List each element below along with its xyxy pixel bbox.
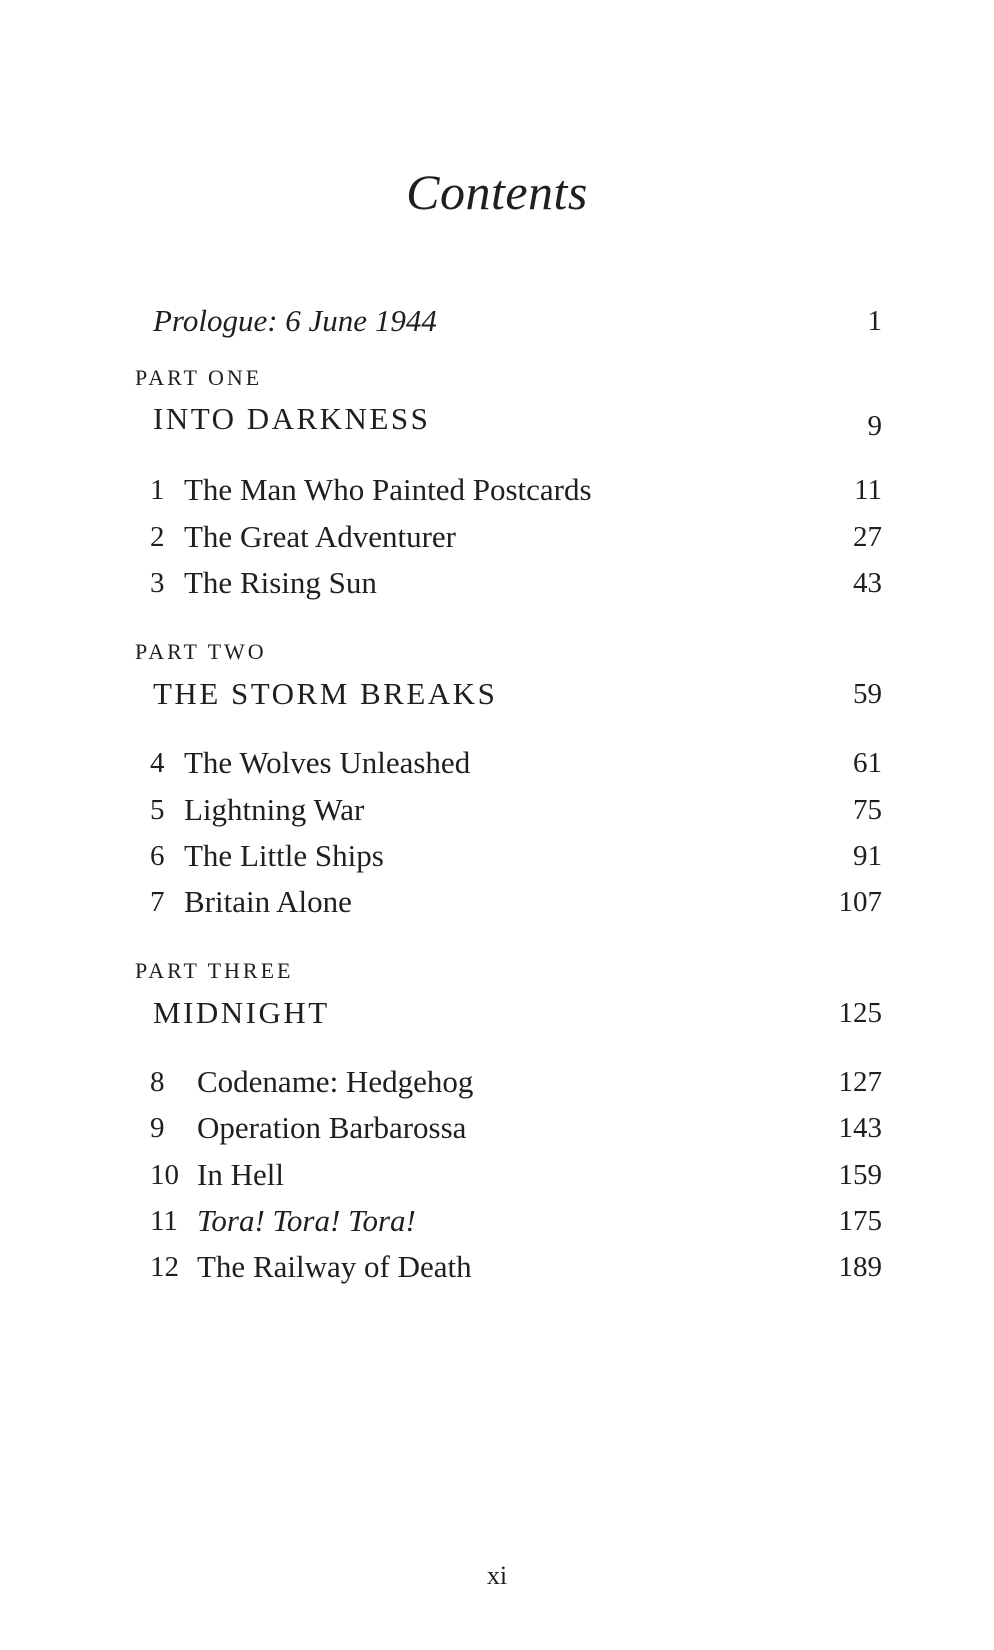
chapter-title: The Rising Sun (184, 565, 377, 600)
chapter-page-number: 127 (838, 1066, 882, 1098)
chapter-page-number: 189 (838, 1251, 882, 1283)
chapter-number: 5 (150, 794, 165, 826)
toc-entry-part-two[interactable] (0, 674, 994, 714)
chapter-page-number: 11 (854, 474, 882, 506)
toc-entry-chapter-10[interactable] (0, 1155, 994, 1195)
chapter-number: 2 (150, 521, 165, 553)
chapter-title: Lightning War (184, 792, 365, 827)
part-one-label: PART ONE (135, 365, 263, 390)
toc-entry-chapter-2[interactable] (0, 517, 994, 557)
toc-entry-chapter-5[interactable] (0, 790, 994, 830)
chapter-title: Codename: Hedgehog (197, 1064, 474, 1099)
chapter-page-number: 27 (853, 521, 882, 553)
chapter-page-number: 175 (838, 1205, 882, 1237)
prologue-page-number: 1 (867, 305, 882, 337)
chapter-page-number: 75 (853, 794, 882, 826)
part-three-title: MIDNIGHT (153, 995, 330, 1030)
part-two-page-number: 59 (853, 678, 882, 710)
page-folio: xi (486, 1561, 508, 1590)
chapter-page-number: 61 (853, 747, 882, 779)
chapter-page-number: 107 (838, 886, 882, 918)
toc-entry-prologue[interactable] (0, 301, 994, 341)
prologue-title: Prologue: 6 June 1944 (153, 303, 437, 338)
chapter-number: 8 (150, 1066, 165, 1098)
chapter-number: 9 (150, 1112, 165, 1144)
chapter-number: 4 (150, 747, 165, 779)
chapter-page-number: 91 (853, 840, 882, 872)
chapter-title: The Man Who Painted Postcards (184, 472, 592, 507)
chapter-title: The Railway of Death (197, 1249, 472, 1284)
chapter-number: 1 (150, 474, 165, 506)
chapter-title: Britain Alone (184, 884, 352, 919)
chapter-title: The Great Adventurer (184, 519, 456, 554)
chapter-title: Operation Barbarossa (197, 1110, 467, 1145)
part-three-label: PART THREE (135, 958, 294, 983)
toc-entry-chapter-11[interactable] (0, 1201, 994, 1241)
toc-entry-part-three[interactable] (0, 993, 994, 1033)
page-title: Contents (406, 164, 588, 220)
chapter-number: 3 (150, 567, 165, 599)
chapter-page-number: 159 (838, 1159, 882, 1191)
part-three-page-number: 125 (838, 997, 882, 1029)
chapter-page-number: 143 (838, 1112, 882, 1144)
toc-entry-chapter-4[interactable] (0, 743, 994, 783)
chapter-title: Tora! Tora! Tora! (197, 1203, 416, 1238)
chapter-title: The Wolves Unleashed (184, 745, 471, 780)
toc-entry-part-one[interactable] (0, 399, 994, 442)
toc-entry-chapter-12[interactable] (0, 1247, 994, 1287)
chapter-title: The Little Ships (184, 838, 384, 873)
chapter-number: 6 (150, 840, 165, 872)
toc-entry-chapter-9[interactable] (0, 1108, 994, 1148)
toc-entry-chapter-8[interactable] (0, 1062, 994, 1102)
part-one-title: INTO DARKNESS (153, 401, 431, 436)
toc-entry-chapter-3[interactable] (0, 563, 994, 603)
toc-entry-chapter-7[interactable] (0, 882, 994, 922)
toc-entry-chapter-6[interactable] (0, 836, 994, 876)
chapter-number: 12 (150, 1251, 179, 1283)
part-one-page-number: 9 (867, 410, 882, 442)
part-two-title: THE STORM BREAKS (153, 676, 498, 711)
part-two-label: PART TWO (135, 639, 267, 664)
toc-entry-chapter-1[interactable] (0, 470, 994, 510)
chapter-page-number: 43 (853, 567, 882, 599)
chapter-number: 11 (150, 1205, 178, 1237)
chapter-number: 7 (150, 886, 165, 918)
chapter-title: In Hell (197, 1157, 284, 1192)
chapter-number: 10 (150, 1159, 179, 1191)
